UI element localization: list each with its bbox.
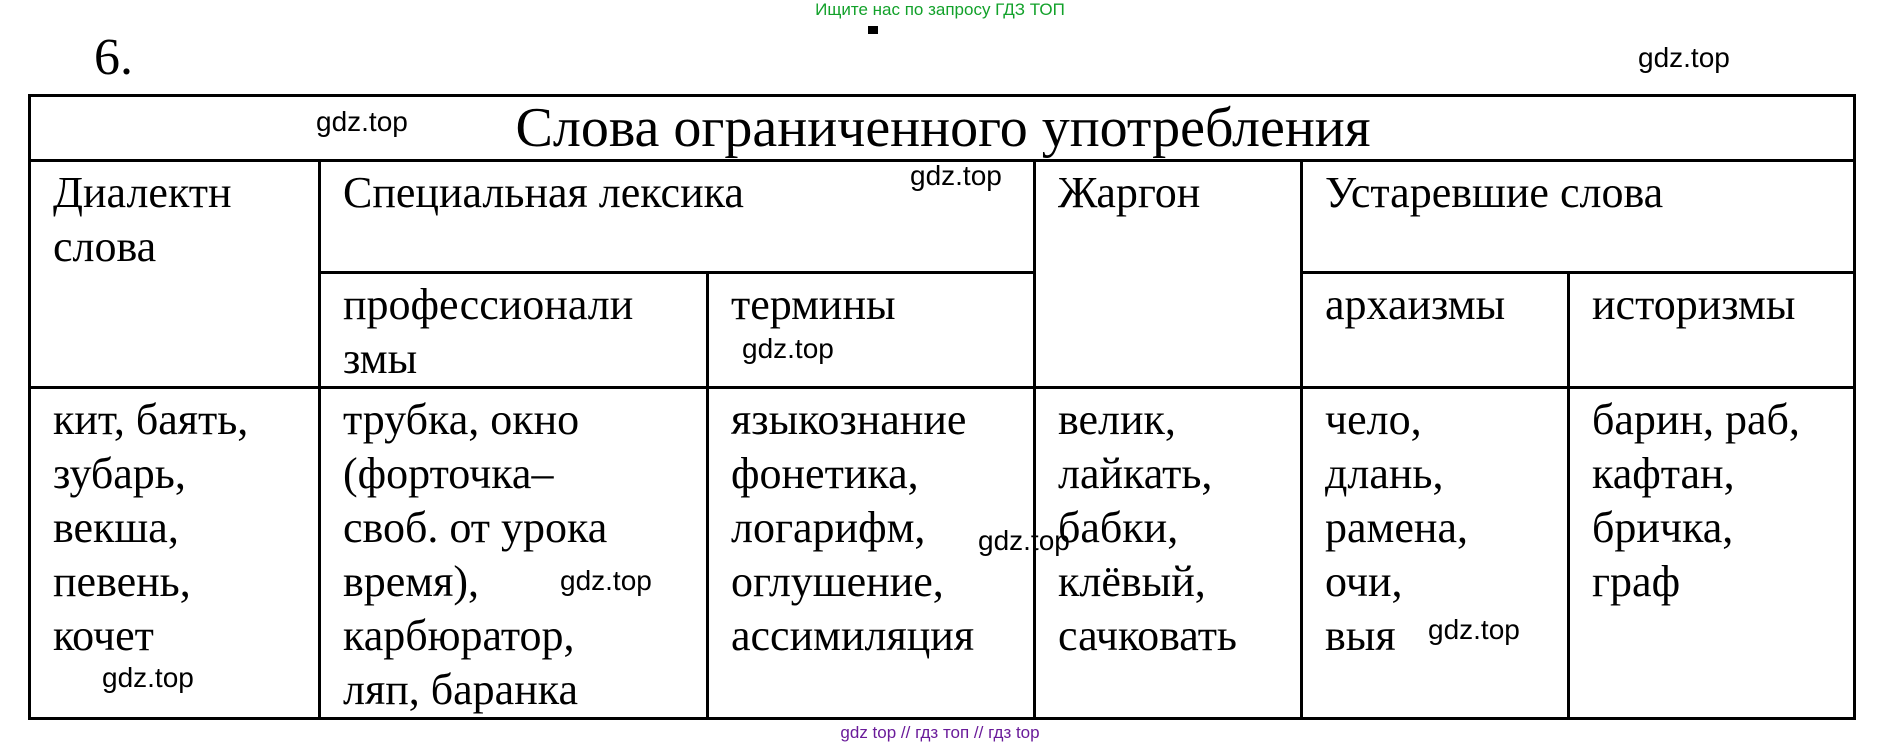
header-jargon: Жаргон (1035, 161, 1302, 388)
example-word: кит, баять, (53, 395, 249, 444)
example-word: кочет (53, 611, 154, 660)
header-dialect: Диалектн слова (30, 161, 320, 388)
examples-historicisms (1569, 388, 1855, 719)
examples-archaisms (1302, 388, 1569, 719)
example-word: кафтан, (1592, 449, 1735, 498)
subheader-historicisms: историзмы (1569, 273, 1855, 388)
example-word: время), (343, 557, 480, 606)
watermark: gdz.top (910, 160, 1002, 191)
example-word: барин, раб, (1592, 395, 1800, 444)
example-word: фонетика, (731, 449, 919, 498)
example-word: оглушение, (731, 557, 944, 606)
watermark: gdz.top (316, 106, 408, 137)
subheader-professionalisms: профессионали змы (320, 273, 708, 388)
example-word: выя (1325, 611, 1396, 660)
example-word: бабки, (1058, 503, 1179, 552)
example-word: бричка, (1592, 503, 1734, 552)
example-word: зубарь, (53, 449, 186, 498)
examples-jargon (1035, 388, 1302, 719)
example-word: векша, (53, 503, 179, 552)
examples-row (30, 388, 1855, 719)
table-title: Слова ограниченного употребления (30, 96, 1855, 161)
title-row (30, 96, 1855, 161)
example-word: велик, (1058, 395, 1176, 444)
watermark: gdz.top (1638, 42, 1730, 73)
subheader-terms: термины (708, 273, 1035, 388)
example-word: карбюратор, (343, 611, 575, 660)
example-word: сачковать (1058, 611, 1237, 660)
example-word: своб. от урока (343, 503, 608, 552)
header-special-vocabulary: Специальная лексика (320, 161, 1035, 273)
example-word: ляп, баранка (343, 665, 578, 714)
watermark: gdz.top (560, 565, 652, 596)
example-word: клёвый, (1058, 557, 1206, 606)
example-word: языкознание (731, 395, 967, 444)
example-word: очи, (1325, 557, 1403, 606)
header-obsolete-words: Устаревшие слова (1302, 161, 1855, 273)
example-word: чело, (1325, 395, 1422, 444)
example-word: певень, (53, 557, 191, 606)
watermark: gdz.top (978, 525, 1070, 556)
example-word: логарифм, (731, 503, 926, 552)
watermark: gdz.top (102, 662, 194, 693)
footer-links[interactable]: gdz top // гдз топ // гдз top (840, 723, 1040, 742)
top-search-banner[interactable]: Ищите нас по запросу ГДЗ ТОП (815, 0, 1065, 19)
example-word: ассимиляция (731, 611, 975, 660)
task-number: 6. (94, 29, 133, 86)
subheader-archaisms: архаизмы (1302, 273, 1569, 388)
example-word: граф (1592, 557, 1681, 606)
watermark: gdz.top (742, 333, 834, 364)
watermark: gdz.top (1428, 614, 1520, 645)
example-word: лайкать, (1058, 449, 1213, 498)
example-word: длань, (1325, 449, 1444, 498)
examples-professionalisms (320, 388, 708, 719)
example-word: (форточка– (343, 449, 554, 498)
example-word: трубка, окно (343, 395, 580, 444)
example-word: рамена, (1325, 503, 1468, 552)
cropped-header-fragment (868, 26, 878, 34)
